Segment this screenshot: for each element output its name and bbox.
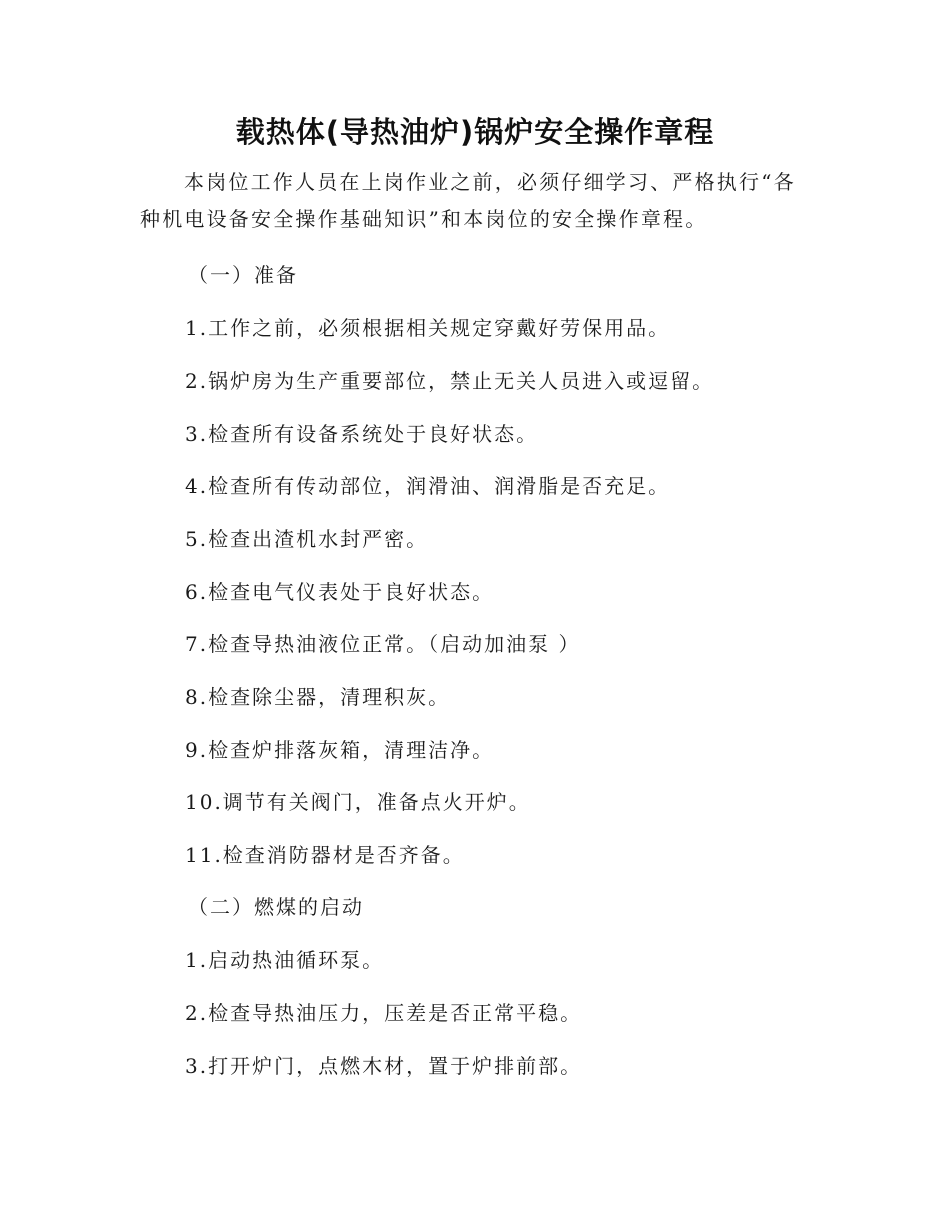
list-item: 7.检查导热油液位正常。（启动加油泵 ） — [185, 632, 581, 656]
list-item: 10.调节有关阀门，准备点火开炉。 — [185, 790, 531, 814]
list-item: 9.检查炉排落灰箱，清理洁净。 — [185, 738, 495, 762]
list-item: 11.检查消防器材是否齐备。 — [185, 843, 465, 867]
document-title: 载热体(导热油炉)锅炉安全操作章程 — [235, 115, 715, 149]
list-item: 2.检查导热油压力，压差是否正常平稳。 — [185, 1001, 583, 1025]
list-item: 1.工作之前，必须根据相关规定穿戴好劳保用品。 — [185, 316, 671, 340]
intro-paragraph: 本岗位工作人员在上岗作业之前，必须仔细学习、严格执行“各种机电设备安全操作基础知识”和本岗位的安全操作章程。 — [140, 170, 796, 231]
section-heading-preparation: （一）准备 — [188, 263, 298, 287]
list-item: 1.启动热油循环泵。 — [185, 948, 385, 972]
list-item: 2.锅炉房为生产重要部位，禁止无关人员进入或逗留。 — [185, 369, 715, 393]
list-item: 6.检查电气仪表处于良好状态。 — [185, 580, 495, 604]
list-item: 3.检查所有设备系统处于良好状态。 — [185, 422, 539, 446]
list-item: 8.检查除尘器，清理积灰。 — [185, 685, 451, 709]
section-heading-coal-startup: （二）燃煤的启动 — [188, 895, 364, 919]
list-item: 4.检查所有传动部位，润滑油、润滑脂是否充足。 — [185, 474, 671, 498]
list-item: 3.打开炉门，点燃木材，置于炉排前部。 — [185, 1054, 583, 1078]
list-item: 5.检查出渣机水封严密。 — [185, 527, 429, 551]
